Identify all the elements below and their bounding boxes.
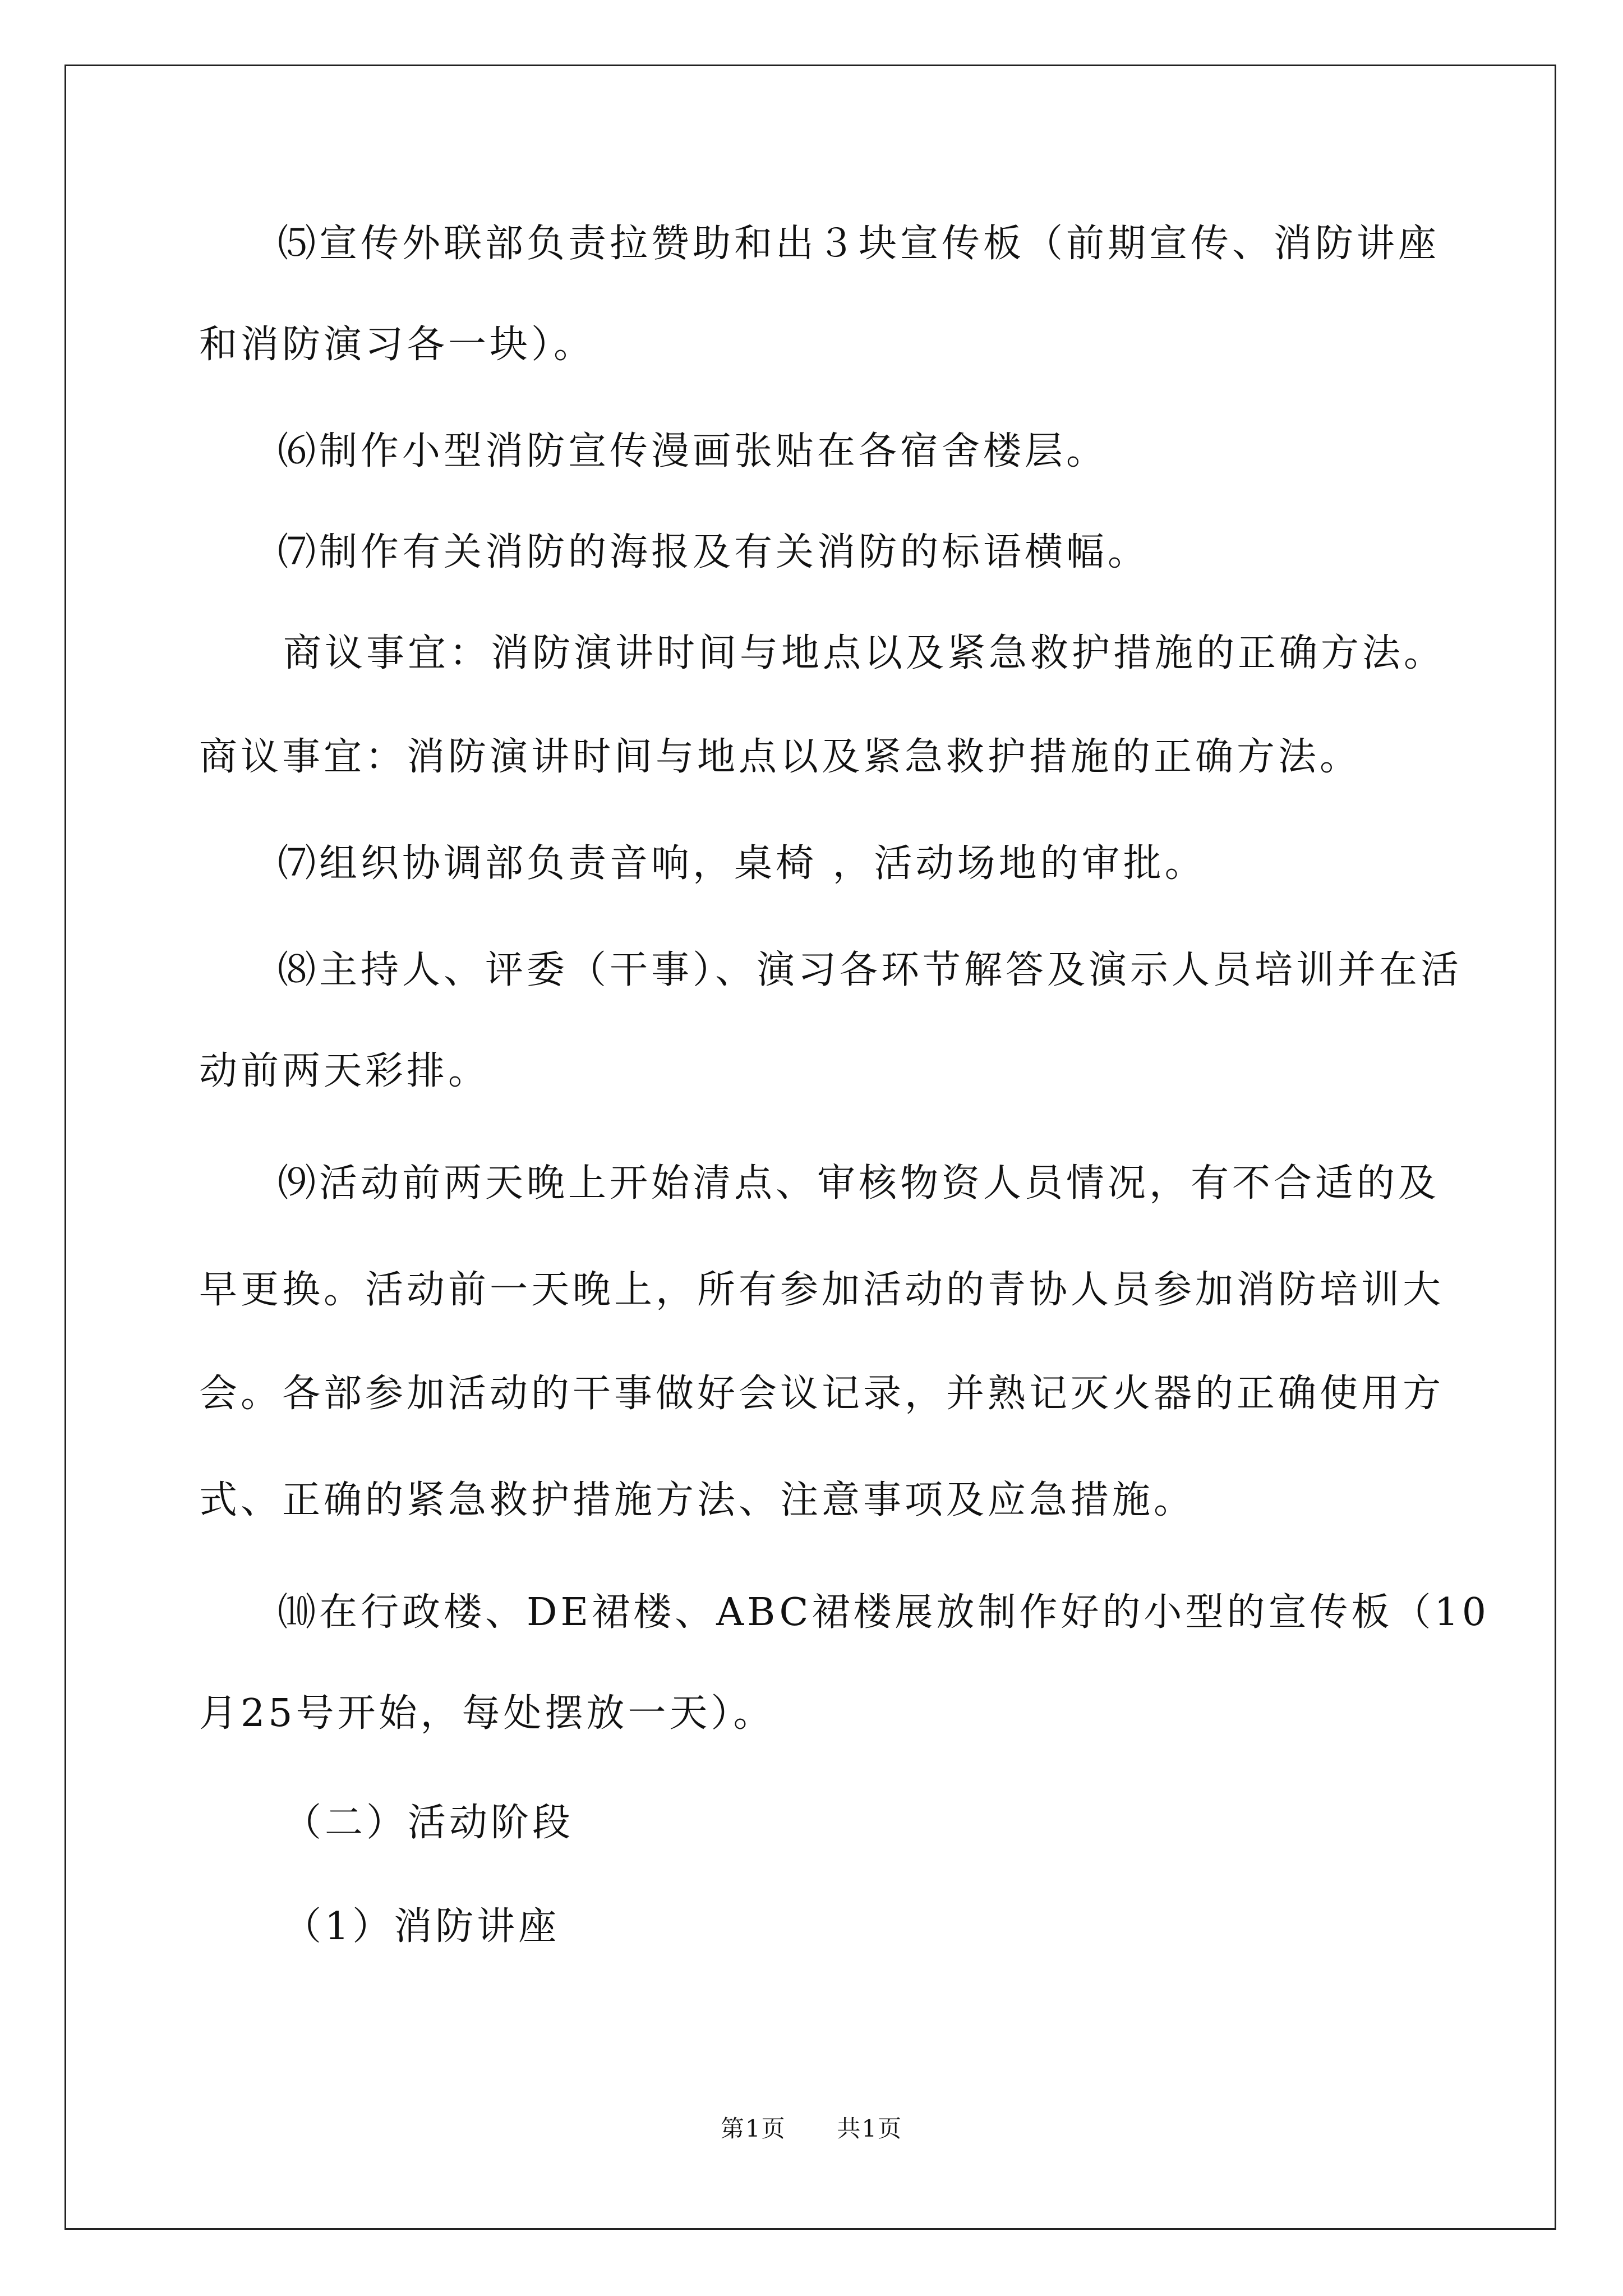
subsection-heading: （1）消防讲座	[283, 1904, 560, 1949]
paragraph-line: 式、正确的紧急救护措施方法、注意事项及应急措施。	[199, 1478, 1196, 1522]
paragraph-line: ⑹制作小型消防宣传漫画张贴在各宿舍楼层。	[278, 429, 1108, 473]
paragraph-line: 和消防演习各一块）。	[199, 323, 596, 367]
paragraph-line: 商议事宜：消防演讲时间与地点以及紧急救护措施的正确方法。	[199, 735, 1362, 779]
paragraph-line: 商议事宜：消防演讲时间与地点以及紧急救护措施的正确方法。	[283, 631, 1446, 675]
paragraph-line: 动前两天彩排。	[199, 1049, 490, 1093]
paragraph-line: ⑻主持人、评委（干事）、演习各环节解答及演示人员培训并在活	[278, 948, 1463, 992]
page-footer	[0, 2115, 1623, 2143]
paragraph-line: ⑸宣传外联部负责拉赞助和出３块宣传板（前期宣传、消防讲座	[278, 222, 1440, 266]
paragraph-line: 早更换。活动前一天晚上，所有参加活动的青协人员参加消防培训大	[199, 1268, 1445, 1312]
paragraph-line: ⑺制作有关消防的海报及有关消防的标语横幅。	[278, 530, 1150, 574]
paragraph-line: 月25号开始，每处摆放一天）。	[199, 1691, 775, 1736]
paragraph-line: 会。各部参加活动的干事做好会议记录，并熟记灭火器的正确使用方	[199, 1372, 1445, 1416]
paragraph-line: ⑽在行政楼、DE裙楼、ABC裙楼展放制作好的小型的宣传板（10	[278, 1590, 1490, 1635]
page-total: 共1页	[837, 2115, 903, 2142]
paragraph-line: ⑼活动前两天晚上开始清点、审核物资人员情况，有不合适的及	[278, 1161, 1440, 1205]
section-heading: （二）活动阶段	[283, 1801, 574, 1845]
page-number: 第1页	[720, 2115, 786, 2142]
paragraph-line: ⑺组织协调部负责音响，桌椅 ，活动场地的审批。	[278, 841, 1206, 886]
